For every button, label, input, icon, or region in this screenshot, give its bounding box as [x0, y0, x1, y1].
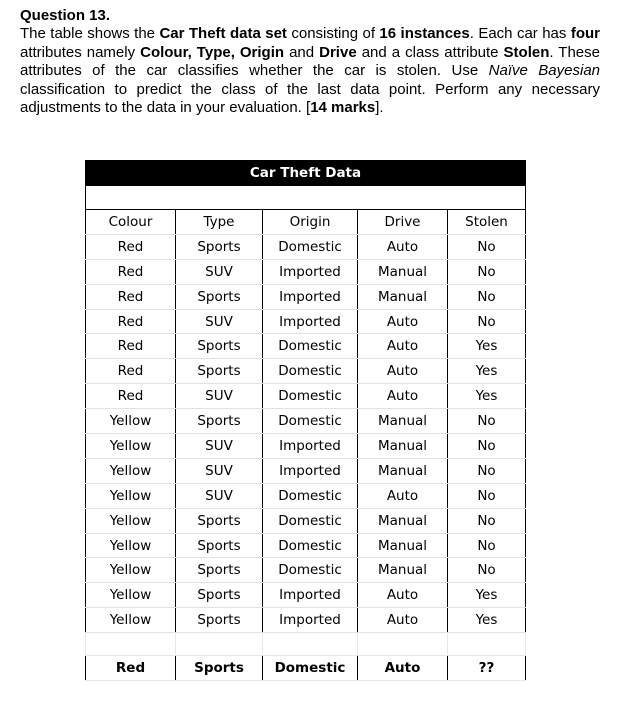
table-cell: Auto — [358, 309, 448, 334]
column-header: Drive — [358, 210, 448, 235]
table-cell: Auto — [358, 359, 448, 384]
table-cell: SUV — [176, 458, 263, 483]
query-cell: Sports — [176, 656, 263, 681]
table-cell: Yellow — [86, 409, 176, 434]
table-cell: Imported — [263, 583, 358, 608]
table-cell: Sports — [176, 608, 263, 633]
table-cell: Yellow — [86, 533, 176, 558]
table-cell: Yellow — [86, 608, 176, 633]
table-cell: Yes — [448, 334, 526, 359]
table-cell: No — [448, 284, 526, 309]
table-cell: Domestic — [263, 384, 358, 409]
table-cell: No — [448, 409, 526, 434]
table-cell: Imported — [263, 284, 358, 309]
table-row — [86, 309, 526, 334]
table-cell: Manual — [358, 458, 448, 483]
table-blank-row — [86, 186, 526, 210]
table-cell: Red — [86, 234, 176, 259]
table-caption-row — [86, 161, 526, 186]
table-cell: Red — [86, 309, 176, 334]
table-cell: No — [448, 309, 526, 334]
query-cell: Red — [86, 656, 176, 681]
table-cell: Yes — [448, 384, 526, 409]
question-text: The table shows the Car Theft data set consisting of 16 instances. Each car has four attributes namely Colour, Type, Origin and Drive and a class attribute Stolen. These attributes of the car classifies whether the car is stolen. Use Naïve Bayesian classification to predict the class of the last data point. Perform any necessary adjustments to the data in your evaluation. [14 marks]. — [20, 25, 600, 116]
table-cell: Auto — [358, 334, 448, 359]
car-theft-table-container — [85, 160, 525, 681]
table-row — [86, 483, 526, 508]
query-cell: ?? — [448, 656, 526, 681]
table-cell: No — [448, 234, 526, 259]
table-cell: Domestic — [263, 533, 358, 558]
table-row — [86, 533, 526, 558]
table-row — [86, 384, 526, 409]
table-cell: Auto — [358, 583, 448, 608]
table-header-row — [86, 210, 526, 235]
table-cell: No — [448, 259, 526, 284]
table-cell: Sports — [176, 234, 263, 259]
table-row — [86, 284, 526, 309]
table-cell: Yellow — [86, 508, 176, 533]
table-row — [86, 583, 526, 608]
table-cell: Red — [86, 284, 176, 309]
table-cell: No — [448, 508, 526, 533]
table-cell: Manual — [358, 508, 448, 533]
table-cell: Manual — [358, 434, 448, 459]
table-cell: Sports — [176, 334, 263, 359]
table-cell: SUV — [176, 434, 263, 459]
table-cell: SUV — [176, 259, 263, 284]
car-theft-table — [85, 160, 526, 681]
table-cell: Sports — [176, 359, 263, 384]
table-cell: Domestic — [263, 409, 358, 434]
table-cell: Manual — [358, 533, 448, 558]
table-cell: Imported — [263, 434, 358, 459]
table-cell: SUV — [176, 483, 263, 508]
table-cell: Imported — [263, 259, 358, 284]
column-header: Stolen — [448, 210, 526, 235]
table-cell: Sports — [176, 508, 263, 533]
table-row — [86, 334, 526, 359]
table-cell: Auto — [358, 234, 448, 259]
table-row — [86, 558, 526, 583]
query-cell: Auto — [358, 656, 448, 681]
table-cell: Manual — [358, 558, 448, 583]
table-cell: Yellow — [86, 434, 176, 459]
table-row — [86, 508, 526, 533]
table-row — [86, 409, 526, 434]
table-cell: Manual — [358, 259, 448, 284]
question-title: Question 13. — [20, 7, 111, 24]
table-cell: Sports — [176, 284, 263, 309]
table-cell: Manual — [358, 409, 448, 434]
table-cell: Auto — [358, 483, 448, 508]
table-spacer-row — [86, 633, 526, 656]
table-cell: SUV — [176, 309, 263, 334]
table-cell: Yellow — [86, 583, 176, 608]
table-cell: Sports — [176, 583, 263, 608]
table-row — [86, 608, 526, 633]
table-cell: Red — [86, 384, 176, 409]
table-cell: Yellow — [86, 458, 176, 483]
table-cell: No — [448, 458, 526, 483]
table-cell: Domestic — [263, 234, 358, 259]
table-cell: Yes — [448, 359, 526, 384]
table-cell: Domestic — [263, 359, 358, 384]
table-cell: No — [448, 434, 526, 459]
table-cell: Imported — [263, 608, 358, 633]
table-cell: Manual — [358, 284, 448, 309]
table-cell: Sports — [176, 558, 263, 583]
table-row — [86, 434, 526, 459]
column-header: Origin — [263, 210, 358, 235]
table-row — [86, 234, 526, 259]
table-cell: No — [448, 533, 526, 558]
table-cell: Domestic — [263, 558, 358, 583]
column-header: Type — [176, 210, 263, 235]
column-header: Colour — [86, 210, 176, 235]
table-cell: Red — [86, 334, 176, 359]
table-cell: Domestic — [263, 483, 358, 508]
table-cell: Yes — [448, 583, 526, 608]
table-cell: Imported — [263, 309, 358, 334]
table-cell: Red — [86, 359, 176, 384]
table-cell: Sports — [176, 409, 263, 434]
table-cell: Domestic — [263, 334, 358, 359]
table-cell: No — [448, 558, 526, 583]
table-cell: Yes — [448, 608, 526, 633]
table-row — [86, 359, 526, 384]
table-cell: Domestic — [263, 508, 358, 533]
table-caption: Car Theft Data — [86, 161, 526, 186]
table-cell: Imported — [263, 458, 358, 483]
table-cell: Yellow — [86, 483, 176, 508]
table-row — [86, 458, 526, 483]
table-cell: No — [448, 483, 526, 508]
table-cell: Auto — [358, 384, 448, 409]
table-cell: Auto — [358, 608, 448, 633]
query-row — [86, 656, 526, 681]
query-cell: Domestic — [263, 656, 358, 681]
table-row — [86, 259, 526, 284]
table-cell: Red — [86, 259, 176, 284]
table-cell: SUV — [176, 384, 263, 409]
table-cell: Sports — [176, 533, 263, 558]
table-cell: Yellow — [86, 558, 176, 583]
